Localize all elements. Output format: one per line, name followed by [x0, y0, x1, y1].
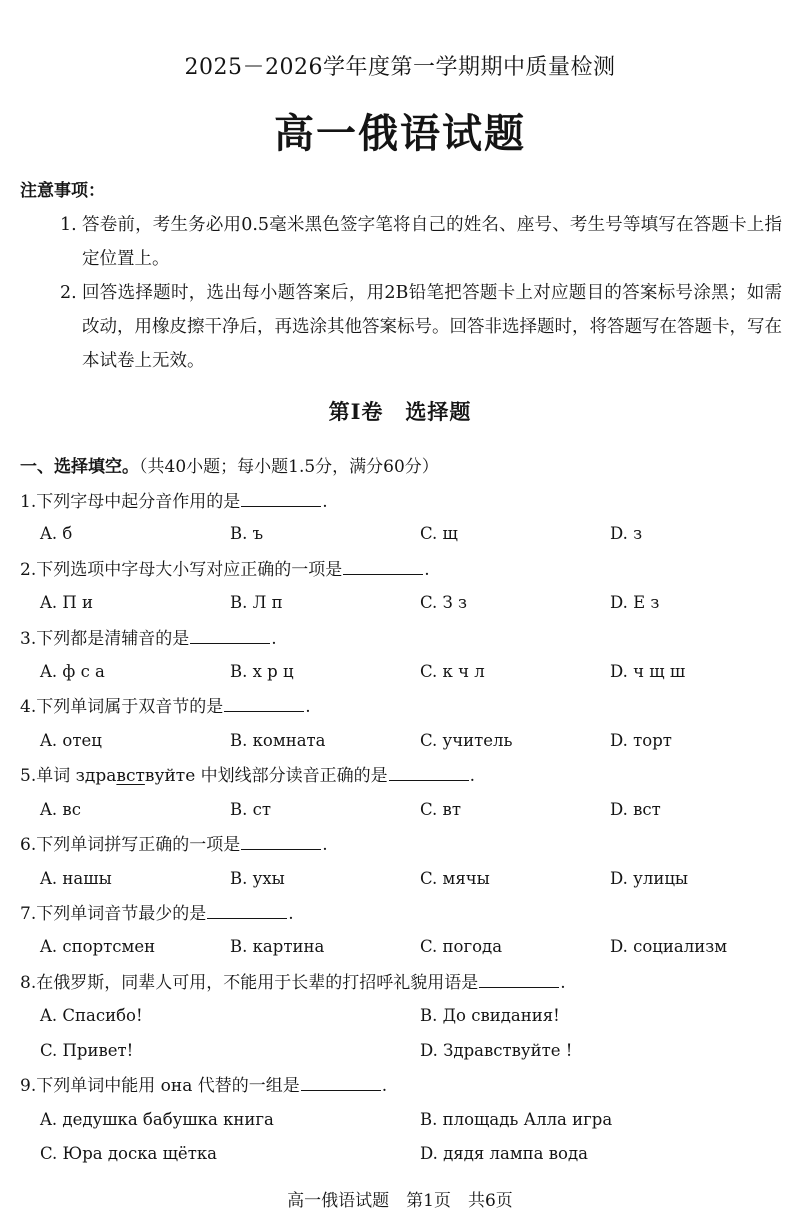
option-row: [40, 521, 800, 547]
question-stem: [20, 693, 311, 719]
option-row: [40, 1141, 800, 1167]
option-d: D. торт: [610, 731, 672, 750]
option-b: B. картина: [230, 937, 325, 956]
option-row: [40, 866, 800, 892]
question-stem: [20, 762, 475, 788]
part-label: 一、选择填空。: [20, 457, 139, 477]
question-end: .: [381, 1076, 388, 1096]
question-stem: [20, 625, 277, 651]
target-word-start: здра: [75, 766, 117, 786]
exam-header: 2025－2026学年度第一学期期中质量检测: [184, 55, 616, 80]
page-footer: 高一俄语试题 第1页 共6页: [287, 1191, 513, 1211]
option-b: B. площадь Алла игра: [420, 1110, 613, 1129]
answer-blank: [241, 488, 321, 507]
option-b: B. х р ц: [230, 662, 294, 681]
option-d: D. Е з: [610, 593, 660, 612]
question-end: .: [288, 904, 294, 924]
option-b: B. ухы: [230, 869, 285, 888]
answer-blank: [343, 556, 423, 575]
question-stem: [20, 1072, 387, 1098]
question-text-tail: 中划线部分读音正确的是: [195, 766, 388, 786]
question-text: 6.下列单词拼写正确的一项是: [20, 835, 241, 855]
answer-blank: [479, 969, 559, 988]
option-d: D. з: [610, 524, 643, 543]
option-b: B. ъ: [230, 524, 264, 543]
answer-blank: [389, 762, 469, 781]
option-a: A. П и: [40, 593, 94, 612]
option-a: A. ф с а: [40, 662, 105, 681]
question-text: 5.单词: [20, 766, 76, 786]
exam-title: 高一俄语试题: [274, 110, 526, 157]
option-d: D. дядя лампа вода: [420, 1144, 588, 1163]
part-heading: [20, 452, 439, 477]
question-end: .: [560, 973, 566, 993]
option-a: A. нашы: [40, 869, 112, 888]
option-c: C. Привет!: [40, 1041, 134, 1060]
option-a: A. Спасибо!: [40, 1006, 143, 1025]
notice-item: [60, 276, 782, 378]
option-d: D. Здравствуйте !: [420, 1041, 573, 1060]
question-stem: [20, 556, 430, 582]
option-row: [40, 797, 800, 823]
part-note: （共40小题；每小题1.5分，满分60分）: [139, 457, 439, 477]
option-b: B. Л п: [230, 593, 283, 612]
question-stem: [20, 831, 328, 857]
question-text: 7.下列单词音节最少的是: [20, 904, 207, 924]
notice-item-number: 1.: [60, 215, 77, 235]
answer-blank: [224, 693, 304, 712]
option-c: C. мячы: [420, 869, 490, 888]
option-b: B. комната: [230, 731, 326, 750]
option-d: D. вст: [610, 800, 661, 819]
target-word-underlined: вст: [116, 766, 145, 786]
notice-item-text: 回答选择题时，选出每小题答案后，用2B铅笔把答题卡上对应题目的答案标号涂黑；如需改动，用橡皮擦干净后，再选涂其他答案标号。回答非选择题时，将答题写在答题卡，写在本试卷上无效。: [82, 283, 782, 371]
option-row: [40, 590, 800, 616]
answer-blank: [207, 900, 287, 919]
option-c: C. вт: [420, 800, 461, 819]
target-word: она: [160, 1076, 193, 1096]
notice-item-number: 2.: [60, 283, 77, 303]
option-c: C. к ч л: [420, 662, 485, 681]
question-text: 2.下列选项中字母大小写对应正确的一项是: [20, 560, 343, 580]
question-end: .: [322, 492, 328, 512]
answer-blank: [241, 831, 321, 850]
option-c: C. Юра доска щётка: [40, 1144, 217, 1163]
section-title: 第Ⅰ卷 选择题: [328, 399, 472, 424]
question-end: .: [322, 835, 328, 855]
option-a: A. спортсмен: [40, 937, 156, 956]
option-a: A. отец: [40, 731, 102, 750]
question-end: .: [305, 697, 311, 717]
option-row: [40, 659, 800, 685]
option-a: A. б: [40, 524, 73, 543]
option-c: C. З з: [420, 593, 468, 612]
answer-blank: [190, 625, 270, 644]
answer-blank: [301, 1072, 381, 1091]
question-end: .: [424, 560, 430, 580]
option-row: [40, 1107, 800, 1133]
question-text: 8.在俄罗斯，同辈人可用，不能用于长辈的打招呼礼貌用语是: [20, 973, 479, 993]
question-text-tail: 代替的一组是: [192, 1076, 300, 1096]
question-end: .: [271, 629, 277, 649]
question-text: 1.下列字母中起分音作用的是: [20, 492, 241, 512]
option-b: B. До свидания!: [420, 1006, 560, 1025]
target-word-end: вуйте: [144, 766, 196, 786]
question-text: 9.下列单词中能用: [20, 1076, 161, 1096]
question-end: .: [469, 766, 476, 786]
notice-heading: 注意事项：: [20, 181, 105, 201]
question-stem: [20, 488, 328, 514]
option-d: D. улицы: [610, 869, 689, 888]
notice-item: [60, 208, 782, 276]
option-row: [40, 1003, 800, 1029]
question-stem: [20, 900, 294, 926]
notice-item-text: 答卷前，考生务必用0.5毫米黑色签字笔将自己的姓名、座号、考生号等填写在答题卡上指定位置上。: [82, 215, 782, 269]
option-c: C. щ: [420, 524, 458, 543]
option-d: D. социализм: [610, 937, 728, 956]
option-row: [40, 934, 800, 960]
question-stem: [20, 969, 566, 995]
option-b: B. ст: [230, 800, 271, 819]
option-d: D. ч щ ш: [610, 662, 686, 681]
option-c: C. учитель: [420, 731, 513, 750]
option-a: A. дедушка бабушка книга: [40, 1110, 274, 1129]
question-text: 3.下列都是清辅音的是: [20, 629, 190, 649]
option-a: A. вс: [40, 800, 81, 819]
option-c: C. погода: [420, 937, 503, 956]
option-row: [40, 1038, 800, 1064]
question-text: 4.下列单词属于双音节的是: [20, 697, 224, 717]
option-row: [40, 728, 800, 754]
